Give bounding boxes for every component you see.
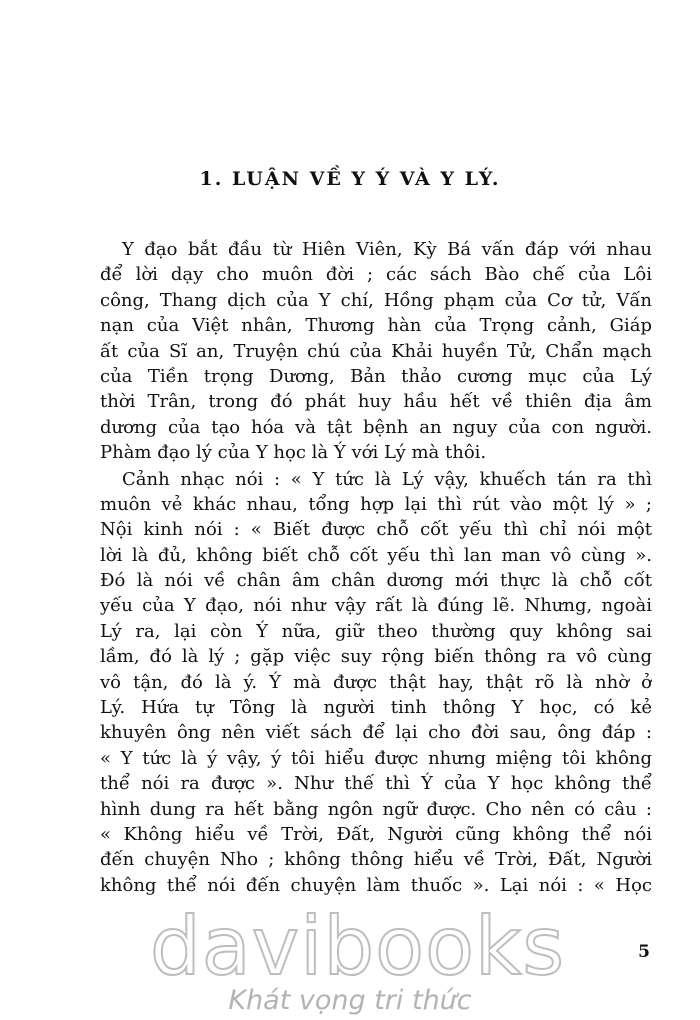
text-line: lời là đủ, không biết chỗ cốt yếu thì lan man vô cùng ».	[100, 544, 652, 566]
text-line: yếu của Y đạo, nói như vậy rất là đúng lẽ. Nhưng, ngoài	[100, 595, 652, 617]
text-line: « Không hiểu về Trời, Đất, Người cũng không thể nói	[100, 823, 652, 845]
text-line: Y đạo bắt đầu từ Hiên Viên, Kỳ Bá vấn đáp với nhau	[122, 239, 652, 260]
page-number: 5	[638, 942, 650, 962]
text-line: thời Trân, trong đó phát huy hầu hết về thiên địa âm	[100, 391, 652, 413]
chapter-heading: 1. LUẬN VỀ Y Ý VÀ Y LÝ.	[199, 168, 501, 190]
text-line: hình dung ra hết bằng ngôn ngữ được. Cho nên có câu :	[100, 798, 652, 820]
watermark	[150, 900, 566, 1016]
text-line: dương của tạo hóa và tật bệnh an nguy của con người.	[100, 416, 652, 438]
text-line: của Tiền trọng Dương, Bản thảo cương mục của Lý	[100, 365, 652, 387]
text-line: ất của Sĩ an, Truyện chú của Khải huyền Tử, Chẩn mạch	[100, 340, 652, 362]
text-line: công, Thang dịch của Y chí, Hồng phạm của Cơ tử, Vấn	[100, 289, 652, 311]
text-line: để lời dạy cho muôn đời ; các sách Bào chế của Lôi	[100, 264, 652, 286]
text-line: thể nói ra được ». Như thế thì Ý của Y học không thể	[100, 773, 652, 795]
watermark-logo: davibooks	[150, 900, 566, 993]
watermark-tagline: Khát vọng tri thức	[228, 985, 472, 1016]
paragraph-2	[100, 467, 652, 899]
text-line: muôn vẻ khác nhau, tổng hợp lại thì rút vào một lý » ;	[100, 493, 652, 515]
paragraph-1	[100, 237, 652, 466]
text-line: Lý ra, lại còn Ý nữa, giữ theo thường quy không sai	[100, 620, 652, 642]
text-line: khuyên ông nên viết sách để lại cho đời sau, ông đáp :	[100, 722, 652, 744]
text-line: Lý. Hứa tự Tông là người tinh thông Y học, có kẻ	[100, 697, 652, 719]
text-line: Đó là nói về chân âm chân dương mới thực là chỗ cốt	[100, 570, 652, 592]
text-line: Nội kinh nói : « Biết được chỗ cốt yếu thì chỉ nói một	[100, 519, 652, 541]
text-line: « Y tức là ý vậy, ý tôi hiểu được nhưng miệng tôi không	[100, 747, 652, 769]
text-line: nạn của Việt nhân, Thương hàn của Trọng cảnh, Giáp	[100, 315, 652, 337]
text-line: không thể nói đến chuyện làm thuốc ». Lại nói : « Học	[100, 874, 652, 896]
text-line: Cảnh nhạc nói : « Y tức là Lý vậy, khuếch tán ra thì	[122, 468, 652, 490]
text-line: Phàm đạo lý của Y học là Ý với Lý mà thôi.	[100, 442, 487, 464]
body-text	[100, 237, 652, 898]
text-line: vô tận, đó là ý. Ý mà được thật hay, thật rõ là nhờ ở	[100, 671, 652, 693]
text-line: đến chuyện Nho ; không thông hiểu về Trời, Đất, Người	[100, 849, 652, 871]
text-line: lầm, đó là lý ; gặp việc suy rộng biến thông ra vô cùng	[100, 646, 652, 668]
